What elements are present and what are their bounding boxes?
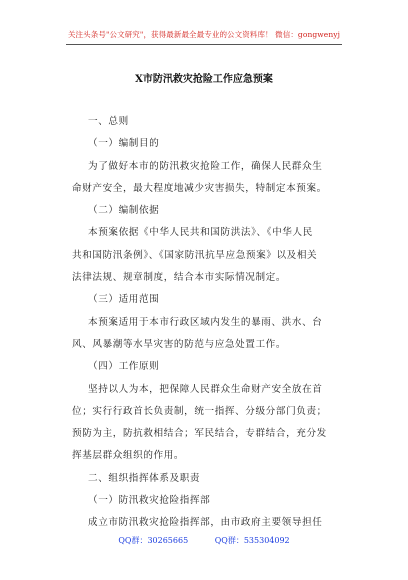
paragraph-line: 风、风暴潮等水旱灾害的防范与应急处置工作。 (72, 338, 287, 350)
section-heading: （一）编制目的 (88, 138, 160, 150)
paragraph-line: 挥基层群众组织的作用。 (72, 450, 185, 462)
header-notice: 关注头条号"公文研究"，获得最新最全最专业的公文资料库！ 微信：gongwenyj (67, 30, 341, 39)
paragraph-line: 本预案适用于本市行政区域内发生的暴雨、洪水、台 (88, 316, 323, 328)
section-heading: 一、总则 (88, 116, 129, 127)
section-heading: 二、组织指挥体系及职责 (88, 472, 201, 484)
paragraph-line: 成立市防汛救灾抢险指挥部，由市政府主要领导担任 (88, 517, 323, 529)
paragraph-line: 坚持以人为本，把保障人民群众生命财产安全放在首 (88, 383, 323, 395)
section-heading: （三）适用范围 (88, 294, 160, 306)
footer (0, 535, 408, 546)
paragraph-line: 法律法规、规章制度，结合本市实际情况制定。 (72, 272, 287, 284)
paragraph-line: 为了做好本市的防汛救灾抢险工作，确保人民群众生 (88, 160, 323, 172)
paragraph-line: 位；实行行政首长负责制，统一指挥、分级分部门负责； (72, 405, 327, 417)
paragraph-line: 共和国防汛条例》、《国家防汛抗旱应急预案》以及相关 (72, 249, 318, 261)
footer-qq-group-1: QQ群：30265665 (118, 536, 189, 545)
section-heading: （二）编制依据 (88, 205, 160, 217)
header-divider (66, 44, 342, 45)
paragraph-line: 本预案依据《中华人民共和国防洪法》、《中华人民 (88, 227, 313, 239)
footer-qq-group-2: QQ群：535304092 (214, 536, 290, 545)
document-body (0, 111, 408, 535)
document-title: X市防汛救灾抢险工作应急预案 (135, 74, 273, 85)
paragraph-line: 命财产安全，最大程度地减少灾害损失，特制定本预案。 (72, 182, 327, 194)
section-heading: （一）防汛救灾抢险指挥部 (88, 495, 211, 507)
section-heading: （四）工作原则 (88, 361, 160, 373)
paragraph-line: 预防为主，防抗救相结合；军民结合，专群结合，充分发 (72, 428, 327, 440)
